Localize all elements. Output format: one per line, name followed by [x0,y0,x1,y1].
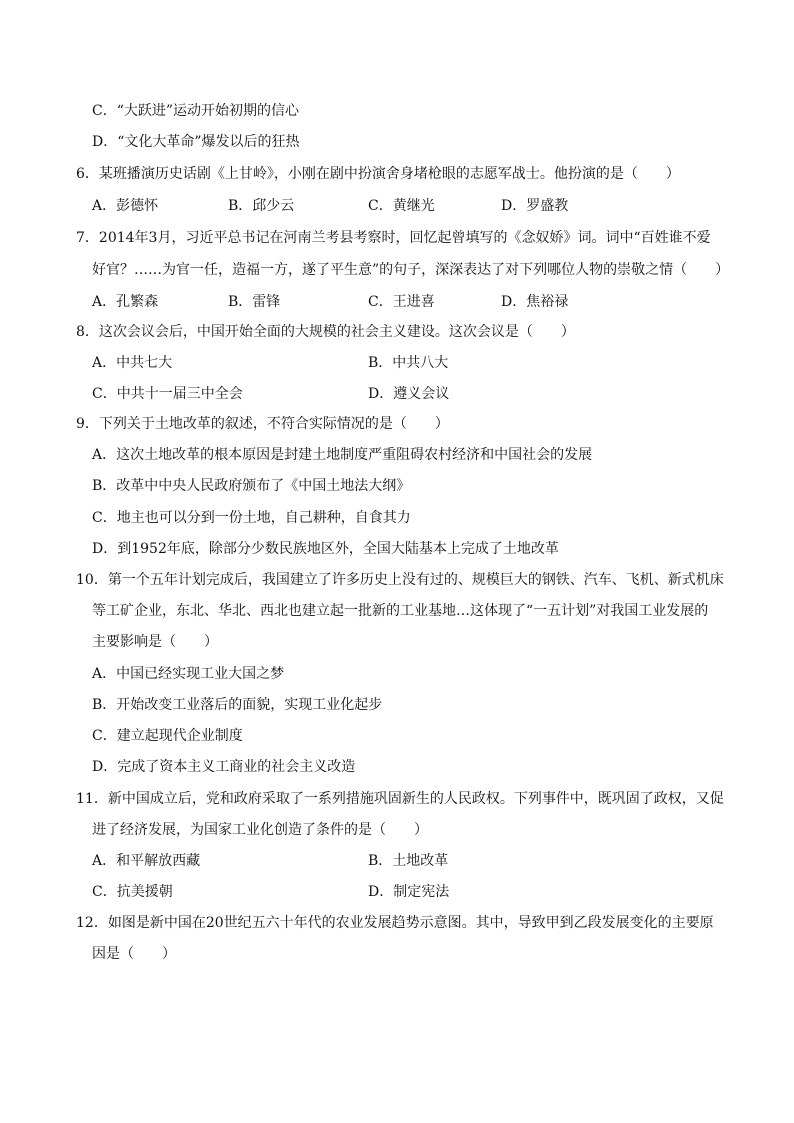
q7-option-d: D．焦裕禄 [501,294,569,310]
q7-option-a: A．孔繁森 [92,294,159,310]
q8-stem: 8．这次会议会后，中国开始全面的大规模的社会主义建设。这次会议是（ ） [76,324,575,340]
q11-option-a: A．和平解放西藏 [92,853,201,869]
q10-option-a: A．中国已经实现工业大国之梦 [92,666,285,682]
q8-option-d: D．遵义会议 [368,386,450,402]
q11-option-c: C．抗美援朝 [92,884,173,900]
q12-stem-line2: 因是（ ） [92,946,176,962]
q9-option-b: B．改革中中央人民政府颁布了《中国土地法大纲》 [92,478,411,494]
q6-option-b: B．邱少云 [228,198,295,214]
q6-option-a: A．彭德怀 [92,198,159,214]
q10-option-c: C．建立起现代企业制度 [92,728,243,744]
q6-stem: 6．某班播演历史话剧《上甘岭》，小刚在剧中扮演舍身堵枪眼的志愿军战士。他扮演的是（ ） [76,166,680,182]
q12-stem-line1: 12．如图是新中国在20世纪五六十年代的农业发展趋势示意图。其中，导致甲到乙段发展变化的主要原 [76,915,714,931]
q6-option-d: D．罗盛教 [501,198,569,214]
q10-option-d: D．完成了资本主义工商业的社会主义改造 [92,759,356,775]
q8-option-a: A．中共七大 [92,355,173,371]
q9-option-a: A．这次土地改革的根本原因是封建土地制度严重阻碍农村经济和中国社会的发展 [92,447,593,463]
q10-stem-line2: 等工矿企业，东北、华北、西北也建立起一批新的工业基地…这体现了“一五计划”对我国工业发展的 [92,603,709,619]
q9-stem: 9．下列关于土地改革的叙述，不符合实际情况的是（ ） [76,416,449,432]
q10-stem-line3: 主要影响是（ ） [92,634,218,650]
q6-option-c: C．黄继光 [368,198,435,214]
q9-option-d: D．到1952年底，除部分少数民族地区外，全国大陆基本上完成了土地改革 [92,541,559,557]
q10-stem-line1: 10．第一个五年计划完成后，我国建立了许多历史上没有过的、规模巨大的钢铁、汽车、飞机、新式机床 [76,572,724,588]
q7-option-b: B．雷锋 [228,294,281,310]
q11-stem-line1: 11．新中国成立后，党和政府采取了一系列措施巩固新生的人民政权。下列事件中，既巩固了政权，又促 [76,791,724,807]
q10-option-b: B．开始改变工业落后的面貌，实现工业化起步 [92,697,383,713]
q7-stem-line2: 好官？……为官一任，造福一方，遂了平生意”的句子，深深表达了对下列哪位人物的崇敬之情（ ） [92,262,730,278]
q7-stem-line1: 7．2014年3月，习近平总书记在河南兰考县考察时，回忆起曾填写的《念奴娇》词。词中“百姓谁不爱 [76,230,711,246]
q5-option-d: D．“文化大革命”爆发以后的狂热 [92,134,300,150]
q8-option-c: C．中共十一届三中全会 [92,386,243,402]
q9-option-c: C．地主也可以分到一份土地，自己耕种，自食其力 [92,510,411,526]
q11-stem-line2: 进了经济发展，为国家工业化创造了条件的是（ ） [92,822,428,838]
q8-option-b: B．中共八大 [368,355,449,371]
q11-option-d: D．制定宪法 [368,884,450,900]
q5-option-c: C．“大跃进”运动开始初期的信心 [92,103,300,119]
q11-option-b: B．土地改革 [368,853,449,869]
q7-option-c: C．王进喜 [368,294,435,310]
